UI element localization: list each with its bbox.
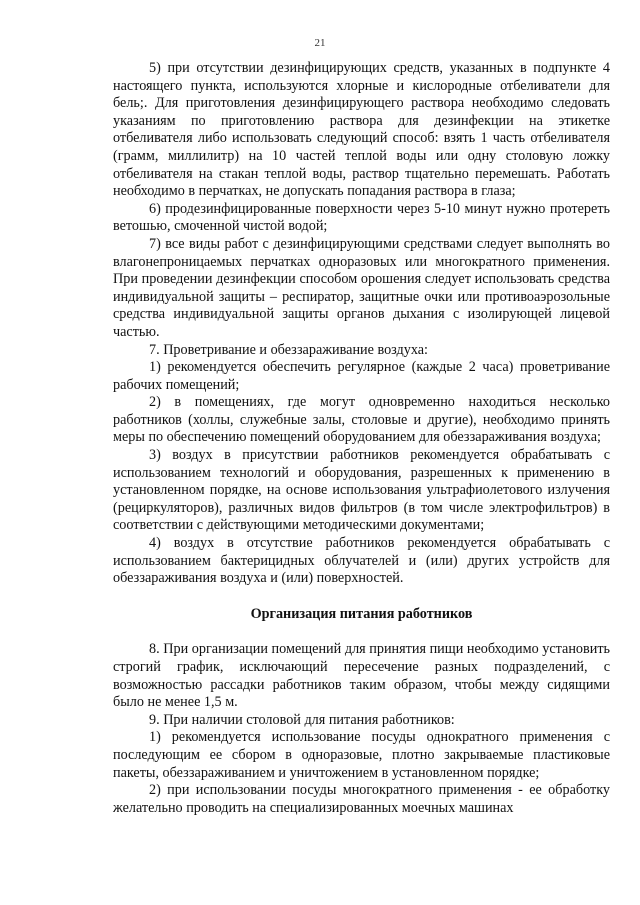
paragraph-ventilation-4: 4) воздух в отсутствие работников рекомендуется обрабатывать с использованием бактерицидных облучателей и (или) других устройств для обеззараживания воздуха и (или) поверхностей. (113, 535, 610, 587)
paragraph-item-7-ventilation: 7. Проветривание и обеззараживание воздуха: (149, 341, 428, 358)
paragraph-item-8-meals: 8. При организации помещений для принятия пищи необходимо установить строгий график, исключающий пересечение разных подразделений, с возможностью рассадки работников таким образом, чтобы между сидящими было не менее 1,5 м. (113, 641, 610, 711)
page-number: 21 (314, 37, 326, 49)
section-heading: Организация питания работников (250, 605, 473, 622)
paragraph-7-protection: 7) все виды работ с дезинфицирующими средствами следует выполнять во влагонепроницаемых перчатках одноразовых или многократного применения. При проведении дезинфекции способом орошения следует использовать средства индивидуальной защиты – респиратор, защитные очки или противоаэрозольные средства индивидуальной защиты органов дыхания с изолирующей лицевой частью. (113, 235, 610, 340)
paragraph-item-9-canteen: 9. При наличии столовой для питания работников: (149, 711, 455, 728)
document-body (113, 60, 610, 817)
paragraph-canteen-1: 1) рекомендуется использование посуды однократного применения с последующим ее сбором в одноразовые, плотно закрываемые пластиковые пакеты, обеззараживанием и уничтожением в установленном порядке; (113, 729, 610, 781)
paragraph-5-bleach: 5) при отсутствии дезинфицирующих средств, указанных в подпункте 4 настоящего пункта, используются хлорные и кислородные отбеливатели для бель;. Для приготовления дезинфицирующего раствора необходимо следовать указаниям по приготовлению раствора для дезинфекции на этикетке отбеливателя либо использовать следующий способ: взять 1 часть отбеливателя (грамм, миллилитр) на 10 частей теплой воды или одну столовую ложку отбеливателя на стакан теплой воды, раствор тщательно перемешать. Работать необходимо в перчатках, не допускать попадания раствора в глаза; (113, 60, 610, 200)
paragraph-ventilation-1: 1) рекомендуется обеспечить регулярное (каждые 2 часа) проветривание рабочих помещений; (113, 359, 610, 393)
paragraph-ventilation-2: 2) в помещениях, где могут одновременно находиться несколько работников (холлы, служебные залы, столовые и другие), необходимо принять меры по обеспечению помещений оборудованием для обеззараживания воздуха; (113, 394, 610, 446)
paragraph-canteen-2: 2) при использовании посуды многократного применения - ее обработку желательно проводить на специализированных моечных машинах (113, 782, 610, 816)
paragraph-6-wipe: 6) продезинфицированные поверхности через 5-10 минут нужно протереть ветошью, смоченной чистой водой; (113, 200, 610, 235)
paragraph-ventilation-3: 3) воздух в присутствии работников рекомендуется обрабатывать с использованием технологий и оборудования, разрешенных к применению в установленном порядке, на основе использования ультрафиолетового излучения (рециркуляторов), различных видов фильтров (в том числе электрофильтров) в соответствии с действующими методическими документами; (113, 447, 610, 534)
